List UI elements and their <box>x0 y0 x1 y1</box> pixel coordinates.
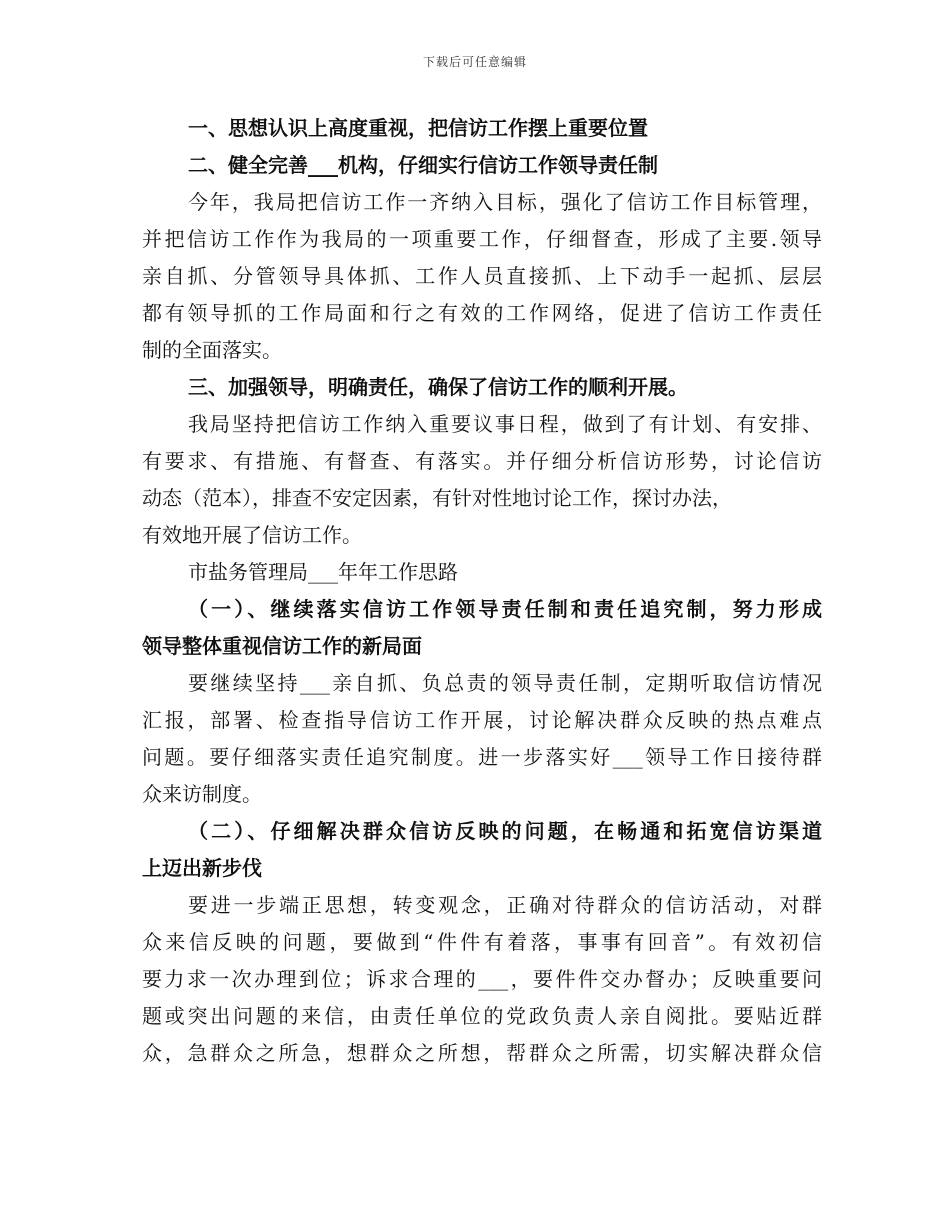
paragraph-line: 众来信反映的问题，要做到“件件有着落，事事有回音”。有效初信 <box>142 930 822 954</box>
paragraph-line: 动态（范本），排查不安定因素，有针对性地讨论工作，探讨办法， <box>142 486 732 510</box>
paragraph-line: 有要求、有措施、有督查、有落实。并仔细分析信访形势，讨论信访 <box>142 449 822 473</box>
paragraph-line: 问题。要仔细落实责任追究制度。进一步落实好___领导工作日接待群 <box>142 745 822 769</box>
paragraph-line: 今年，我局把信访工作一齐纳入目标，强化了信访工作目标管理， <box>188 190 822 214</box>
paragraph-line: 都有领导抓的工作局面和行之有效的工作网络，促进了信访工作责任 <box>142 301 822 325</box>
paragraph-line: 要力求一次办理到位；诉求合理的___，要件件交办督办；反映重要问 <box>142 967 822 991</box>
paragraph-line: 制的全面落实。 <box>142 338 282 362</box>
heading-3: 三、加强领导，明确责任，确保了信访工作的顺利开展。 <box>188 375 688 399</box>
paragraph-line: 要继续坚持___亲自抓、负总责的领导责任制，定期听取信访情况 <box>188 671 822 695</box>
paragraph-line: 题或突出问题的来信，由责任单位的党政负责人亲自阅批。要贴近群 <box>142 1004 822 1028</box>
page-header-note: 下载后可任意编辑 <box>422 55 527 69</box>
subheading-2-cont: 上迈出新步伐 <box>142 856 262 880</box>
paragraph-line: 亲自抓、分管领导具体抓、工作人员直接抓、上下动手一起抓、层层 <box>142 264 822 288</box>
paragraph-line: 众来访制度。 <box>142 782 262 806</box>
document-body <box>142 110 822 1072</box>
subheading-1: （一）、继续落实信访工作领导责任制和责任追究制，努力形成 <box>188 597 822 621</box>
heading-2: 二、健全完善___机构，仔细实行信访工作领导责任制 <box>188 153 658 177</box>
subheading-2: （二）、仔细解决群众信访反映的问题，在畅通和拓宽信访渠道 <box>188 819 822 843</box>
paragraph-line: 有效地开展了信访工作。 <box>142 523 362 547</box>
section-title: 市盐务管理局___年年工作思路 <box>188 560 458 584</box>
subheading-1-cont: 领导整体重视信访工作的新局面 <box>142 634 422 658</box>
paragraph-line: 众，急群众之所急，想群众之所想，帮群众之所需，切实解决群众信 <box>142 1041 822 1065</box>
heading-1: 一、思想认识上高度重视，把信访工作摆上重要位置 <box>188 116 648 140</box>
paragraph-line: 要进一步端正思想，转变观念，正确对待群众的信访活动，对群 <box>188 893 822 917</box>
paragraph-line: 汇报，部署、检查指导信访工作开展，讨论解决群众反映的热点难点 <box>142 708 822 732</box>
paragraph-line: 并把信访工作作为我局的一项重要工作，仔细督查，形成了主要.领导 <box>142 227 822 251</box>
paragraph-line: 我局坚持把信访工作纳入重要议事日程，做到了有计划、有安排、 <box>188 412 822 436</box>
